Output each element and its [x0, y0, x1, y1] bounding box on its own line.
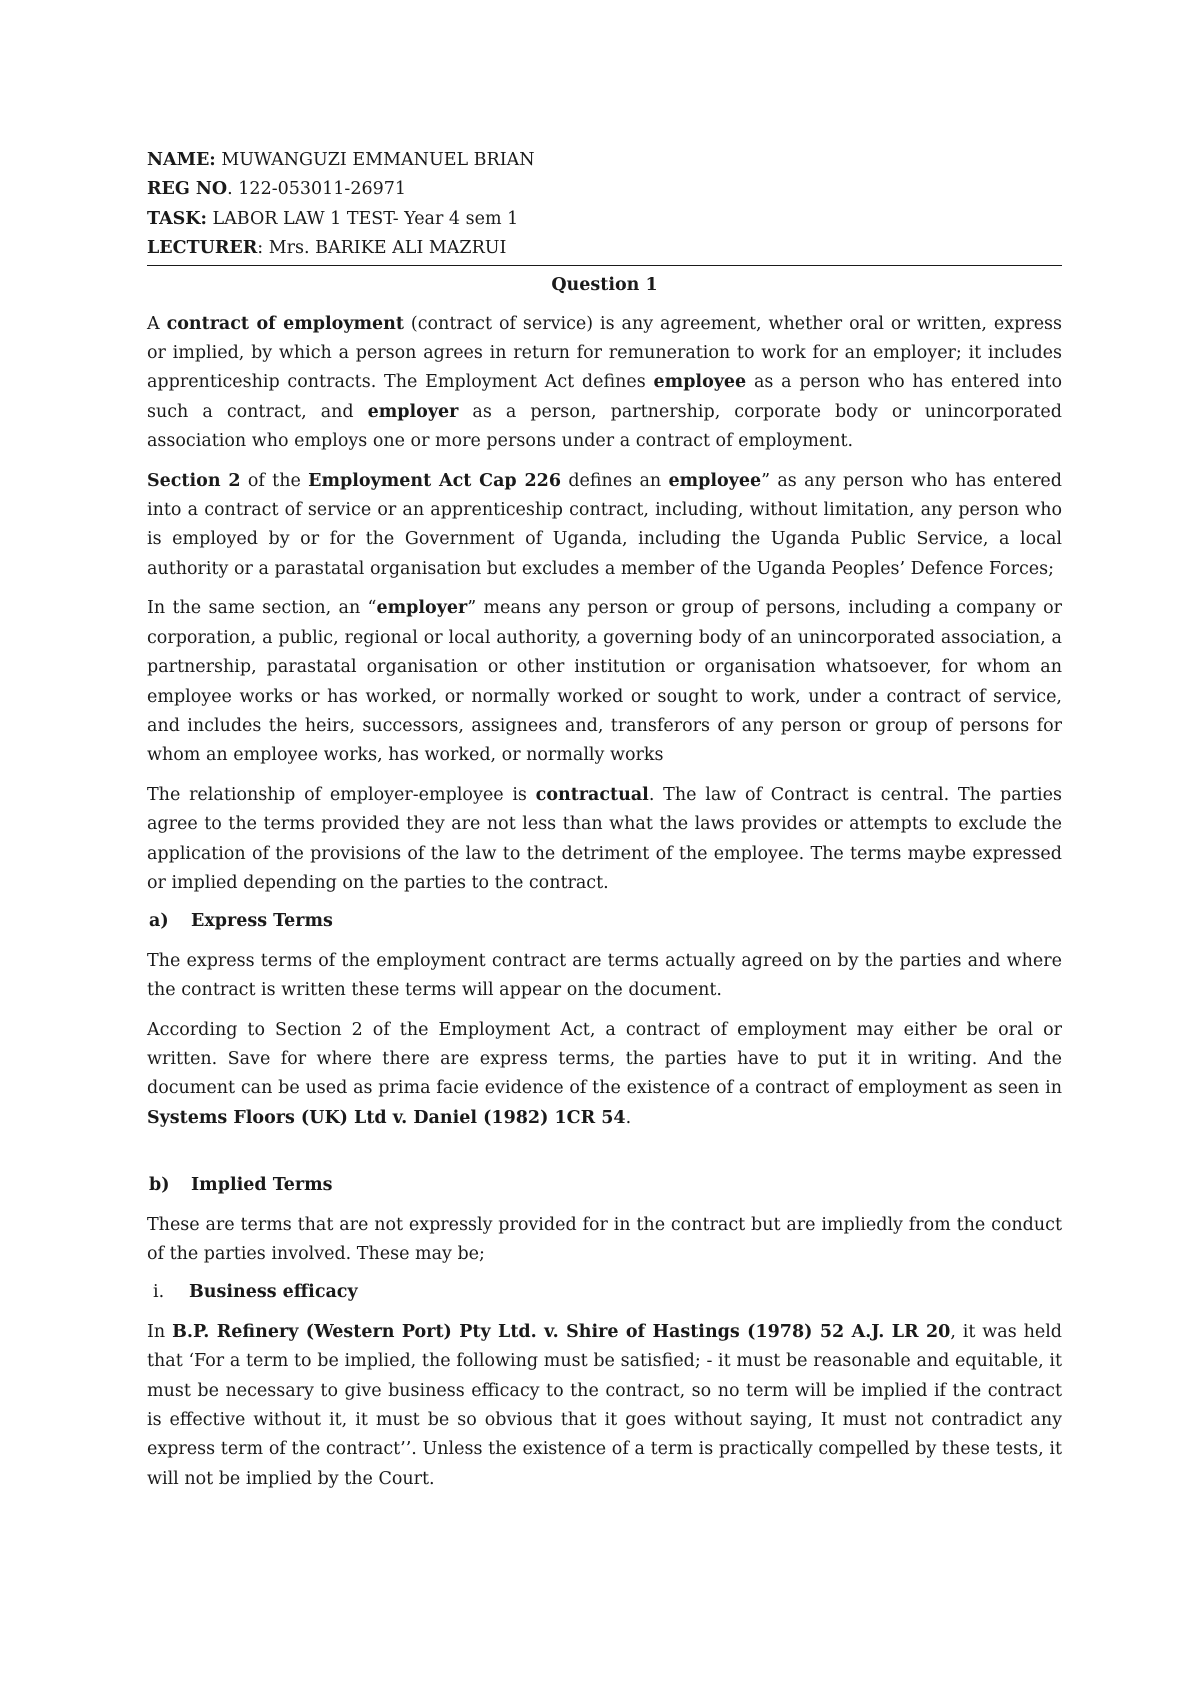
- header-divider: [147, 265, 1062, 266]
- paragraph-implied-terms: These are terms that are not expressly provided for in the contract but are impliedly from the conduct of the parties involved. These may be;: [147, 1214, 1062, 1264]
- paragraph-express-terms: The express terms of the employment contract are terms actually agreed on by the parties and where the contract is written these terms will appear on the document.: [147, 950, 1062, 1001]
- lecturer-line: [147, 234, 1062, 263]
- paragraph-section-2-oral-written: According to Section 2 of the Employment Act, a contract of employment may either be oral or written. Save for where there are express terms, the parties have to put it in writing. And the document can be used as prima facie evidence of the existence of a contract of employment as seen in Systems Floors (UK) Ltd v. Daniel (1982) 1CR 54.: [147, 1019, 1062, 1128]
- reg-line: [147, 175, 1062, 204]
- case-citation-bp-refinery: B.P. Refinery (Western Port) Pty Ltd. v. Shire of Hastings (1978) 52 A.J. LR 20: [172, 1321, 951, 1342]
- heading-express-terms: a) Express Terms: [149, 911, 333, 932]
- paragraph-contract-definition: A contract of employment (contract of service) is any agreement, whether oral or written, express or implied, by which a person agrees in return for remuneration to work for an employer; it includes apprenticeship contracts. The Employment Act defines employee as a person who has entered into such a contract, and employer as a person, partnership, corporate body or unincorporated association who employs one or more persons under a contract of employment.: [147, 313, 1063, 452]
- task-value: LABOR LAW 1 TEST- Year 4 sem 1: [206, 208, 519, 229]
- lecturer-label: LECTURER: [147, 238, 258, 259]
- paragraph-section-2-employee: Section 2 of the Employment Act Cap 226 defines an employee” as any person who has entered into a contract of service or an apprenticeship contract, including, without limitation, any person who is employed by or for the Government of Uganda, including the Uganda Public Service, a local authority or a parastatal organisation but excludes a member of the Uganda Peoples’ Defence Forces;: [147, 470, 1062, 579]
- lecturer-value: : Mrs. BARIKE ALI MAZRUI: [257, 238, 507, 259]
- paragraph-section-2-employer: In the same section, an “employer” means any person or group of persons, including a company or corporation, a public, regional or local authority, a governing body of an unincorporated association, a partnership, parastatal organisation or other institution or organisation whatsoever, for whom an employee works or has worked, or normally worked or sought to work, under a contract of service, and includes the heirs, successors, assignees and, transferors of any person or group of persons for whom an employee works, has worked, or normally works: [147, 598, 1062, 766]
- paragraph-bp-refinery: In B.P. Refinery (Western Port) Pty Ltd. v. Shire of Hastings (1978) 52 A.J. LR 20, it was held that ‘For a term to be implied, the following must be satisfied; - it must be reasonable and equitable, it must be necessary to give business efficacy to the contract, so no term will be implied if the contract is effective without it, it must be so obvious that it goes without saying, It must not contradict any express term of the contract’’. Unless the existence of a term is practically compelled by these tests, it will not be implied by the Court.: [147, 1321, 1063, 1489]
- term-employer: employer: [367, 401, 459, 422]
- term-contract-of-employment: contract of employment: [166, 313, 404, 334]
- subheading-business-efficacy: i. Business efficacy: [153, 1282, 358, 1303]
- reg-label: REG NO: [147, 179, 228, 200]
- paragraph-relationship: The relationship of employer-employee is contractual. The law of Contract is central. The parties agree to the terms provided they are not less than what the laws provides or attempts to exclude the application of the provisions of the law to the detriment of the employee. The terms maybe expressed or implied depending on the parties to the contract.: [147, 784, 1062, 893]
- spacer: [147, 1133, 1062, 1162]
- document-page: [147, 146, 1062, 1494]
- case-citation-systems-floors: Systems Floors (UK) Ltd v. Daniel (1982) 1CR 54: [147, 1107, 626, 1128]
- reg-value: . 122-053011-26971: [227, 179, 406, 200]
- header-block: [147, 146, 1062, 266]
- question-title: Question 1: [551, 274, 658, 295]
- term-employee: employee: [653, 372, 747, 393]
- name-value: MUWANGUZI EMMANUEL BRIAN: [215, 150, 535, 170]
- heading-implied-terms: b) Implied Terms: [149, 1175, 333, 1196]
- name-line: [147, 146, 1062, 175]
- task-line: [147, 205, 1062, 234]
- name-label: NAME:: [147, 150, 216, 170]
- task-label: TASK:: [147, 208, 207, 229]
